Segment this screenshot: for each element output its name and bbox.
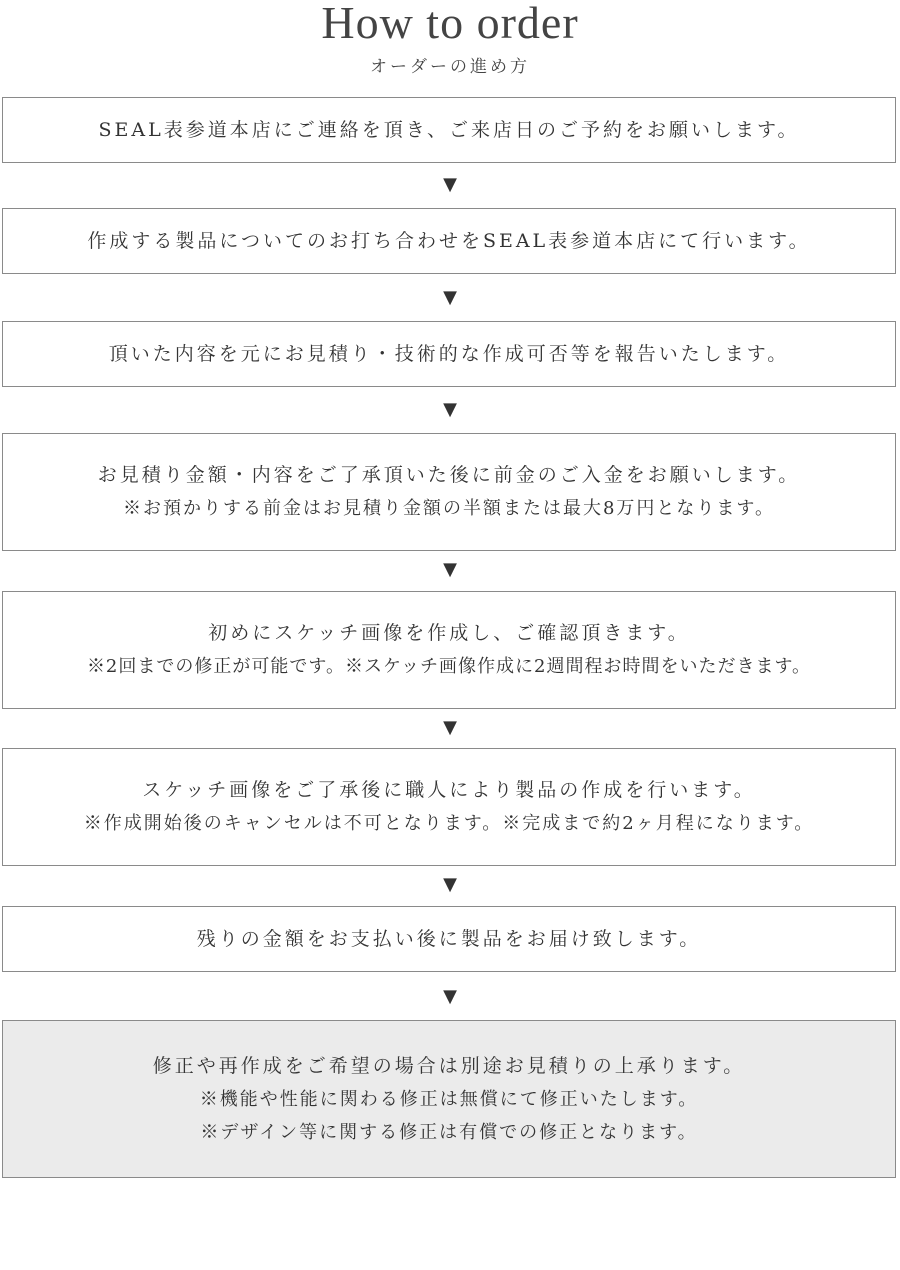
step-5-text: 初めにスケッチ画像を作成し、ご確認頂きます。 [208,622,690,644]
step-4-text: お見積り金額・内容をご了承頂いた後に前金のご入金をお願いします。 [97,464,801,486]
order-step-5 [2,591,896,709]
down-arrow-icon: ▼ [443,399,457,420]
revision-note-box [2,1020,896,1178]
step-4-note: ※お預かりする前金はお見積り金額の半額または最大8万円となります。 [122,498,775,519]
order-step-7 [2,906,896,972]
order-step-4 [2,433,896,551]
down-arrow-icon: ▼ [443,287,457,308]
step-5-note: ※2回までの修正が可能です。※スケッチ画像作成に2週間程お時間をいただきます。 [86,656,812,677]
page-subtitle: オーダーの進め方 [370,57,530,77]
down-arrow-icon: ▼ [443,174,457,195]
order-step-6 [2,748,896,866]
order-step-1 [2,97,896,163]
down-arrow-icon: ▼ [443,559,457,580]
down-arrow-icon: ▼ [443,874,457,895]
step-6-text: スケッチ画像をご了承後に職人により製品の作成を行います。 [142,779,756,801]
down-arrow-icon: ▼ [443,717,457,738]
step-3-text: 頂いた内容を元にお見積り・技術的な作成可否等を報告いたします。 [108,342,790,365]
down-arrow-icon: ▼ [443,986,457,1007]
revision-note-paid: ※デザイン等に関する修正は有償での修正となります。 [200,1121,698,1143]
step-1-text: SEAL表参道本店にご連絡を頂き、ご来店日のご予約をお願いします。 [98,118,800,141]
revision-note-free: ※機能や性能に関わる修正は無償にて修正いたします。 [199,1088,699,1110]
step-2-text: 作成する製品についてのお打ち合わせをSEAL表参道本店にて行います。 [87,229,811,252]
revision-note-text: 修正や再作成をご希望の場合は別途お見積りの上承ります。 [152,1054,746,1077]
step-7-text: 残りの金額をお支払い後に製品をお届け致します。 [196,927,702,950]
page-title: How to order [321,0,579,48]
page-header [0,0,900,77]
order-step-3 [2,321,896,387]
order-step-2 [2,208,896,274]
step-6-note: ※作成開始後のキャンセルは不可となります。※完成まで約2ヶ月程になります。 [83,813,815,834]
